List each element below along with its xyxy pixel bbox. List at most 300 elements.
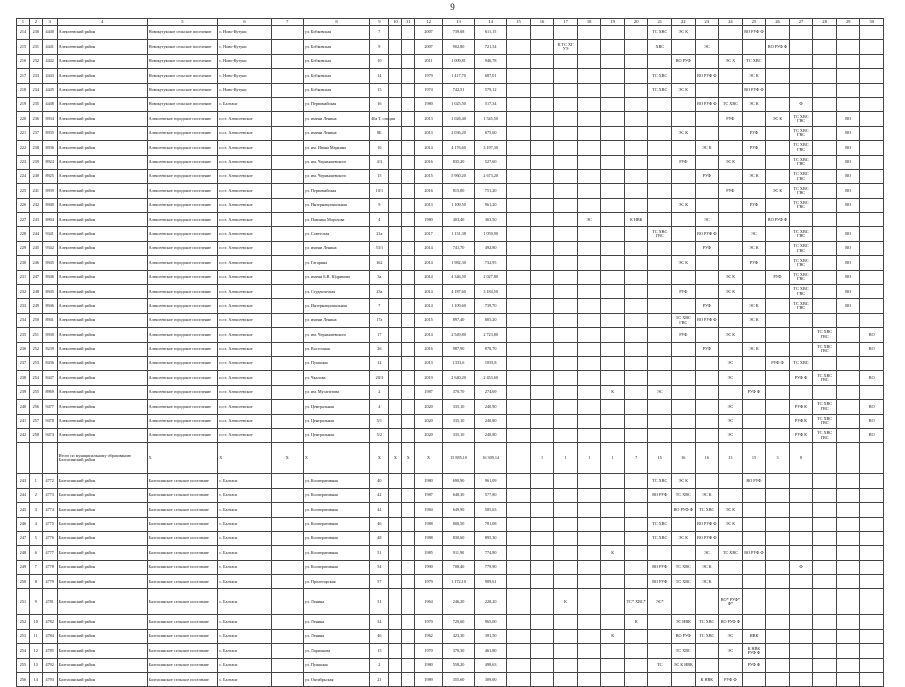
utility-cell	[624, 227, 648, 241]
table-cell: с. Балтаси	[218, 488, 272, 502]
table-cell	[402, 414, 415, 428]
table-cell: 355,60	[442, 673, 474, 687]
table-cell	[389, 615, 402, 629]
utility-cell	[836, 313, 860, 327]
utility-cell	[860, 83, 884, 97]
utility-cell	[507, 428, 531, 442]
table-cell: 44	[370, 503, 389, 517]
table-cell: 12	[370, 356, 389, 370]
utility-cell	[789, 488, 813, 502]
utility-cell	[742, 414, 766, 428]
table-cell: 987,90	[442, 342, 474, 356]
utility-cell	[860, 575, 884, 589]
utility-cell	[577, 198, 601, 212]
utility-cell	[507, 443, 531, 474]
utility-cell	[789, 342, 813, 356]
table-cell: Алексеевское городское поселение	[147, 428, 218, 442]
utility-cell	[672, 371, 696, 385]
table-cell: 252	[29, 342, 42, 356]
table-cell	[402, 83, 415, 97]
table-row	[17, 270, 884, 284]
column-header: 28	[813, 19, 837, 26]
table-cell: 255	[29, 385, 42, 399]
column-header: 2	[29, 19, 42, 26]
utility-cell	[507, 658, 531, 672]
table-cell: 2013	[415, 112, 443, 126]
utility-cell	[554, 546, 578, 560]
table-cell: 7	[370, 299, 389, 313]
utility-cell	[577, 69, 601, 83]
utility-cell	[648, 54, 672, 68]
utility-cell: ВО	[860, 400, 884, 414]
utility-cell	[860, 546, 884, 560]
utility-cell	[695, 54, 719, 68]
utility-cell: ЭС	[648, 385, 672, 399]
table-cell	[271, 313, 303, 327]
table-cell: Новокутукское сельское поселение	[147, 54, 218, 68]
utility-cell	[507, 26, 531, 40]
utility-cell	[648, 313, 672, 327]
utility-cell	[860, 299, 884, 313]
utility-cell: ЭС	[719, 400, 743, 414]
table-cell: Новокутукское сельское поселение	[147, 97, 218, 111]
column-header: 30	[860, 19, 884, 26]
utility-cell	[836, 356, 860, 370]
table-cell	[271, 112, 303, 126]
utility-cell	[695, 400, 719, 414]
table-cell: ул. Кооперативная	[303, 546, 369, 560]
table-cell	[271, 575, 303, 589]
utility-cell	[554, 342, 578, 356]
utility-cell	[672, 184, 696, 198]
column-header: 13	[442, 19, 474, 26]
table-cell: 8	[29, 575, 42, 589]
utility-cell	[554, 575, 578, 589]
utility-cell	[507, 141, 531, 155]
utility-cell	[624, 141, 648, 155]
table-cell: Алексеевское городское поселение	[147, 184, 218, 198]
utility-cell	[766, 169, 790, 183]
table-cell: Балтасинское сельское поселение	[147, 503, 218, 517]
utility-cell	[624, 184, 648, 198]
table-cell: 774,80	[475, 546, 507, 560]
utility-cell	[507, 342, 531, 356]
table-cell: 240	[29, 169, 42, 183]
table-cell: 742,51	[442, 83, 474, 97]
utility-cell	[789, 474, 813, 488]
table-cell: 225	[17, 184, 30, 198]
table-cell: 246	[29, 256, 42, 270]
utility-cell: ВО	[836, 227, 860, 241]
table-cell: 675,60	[475, 126, 507, 140]
utility-cell	[836, 428, 860, 442]
table-cell: Балтасинский район	[57, 488, 147, 502]
table-cell	[389, 546, 402, 560]
utility-cell: ВО	[860, 428, 884, 442]
utility-cell	[624, 503, 648, 517]
utility-cell	[577, 328, 601, 342]
table-cell: п.г.т. Алексеевское	[218, 400, 272, 414]
table-cell: Алексеевское городское поселение	[147, 285, 218, 299]
utility-cell	[554, 356, 578, 370]
table-cell: 236	[29, 112, 42, 126]
utility-cell: К НВК	[695, 673, 719, 687]
utility-cell	[836, 560, 860, 574]
utility-cell	[719, 488, 743, 502]
utility-cell: ЭС К	[695, 141, 719, 155]
table-cell: 1980	[415, 658, 443, 672]
utility-cell: РУФ	[742, 256, 766, 270]
utility-cell	[530, 97, 554, 111]
utility-cell	[766, 126, 790, 140]
utility-cell: ТС ХВС ГВС	[648, 227, 672, 241]
table-cell	[402, 270, 415, 284]
utility-cell	[813, 531, 837, 545]
utility-cell	[530, 428, 554, 442]
utility-cell	[577, 488, 601, 502]
table-cell: ул. Интернациональная	[303, 198, 369, 212]
table-cell	[271, 560, 303, 574]
utility-cell	[554, 141, 578, 155]
table-cell: 8925	[42, 169, 57, 183]
utility-cell	[577, 517, 601, 531]
utility-cell: ТС ХВС ГВС	[789, 270, 813, 284]
utility-cell	[860, 517, 884, 531]
table-cell: 2 036,20	[442, 126, 474, 140]
utility-cell: РУФ	[742, 198, 766, 212]
table-cell: 254	[17, 644, 30, 658]
utility-cell: 16	[695, 443, 719, 474]
table-cell	[402, 26, 415, 40]
table-cell: 251	[17, 589, 30, 615]
table-cell	[271, 241, 303, 255]
utility-cell: ВО	[836, 299, 860, 313]
utility-cell: ЭС К	[719, 285, 743, 299]
table-row	[17, 198, 884, 212]
table-cell: Алексеевский район	[57, 356, 147, 370]
utility-cell: ЭС	[719, 428, 743, 442]
utility-cell	[601, 313, 625, 327]
utility-cell	[766, 299, 790, 313]
table-cell: 21а	[370, 227, 389, 241]
table-cell: 1 417,70	[442, 69, 474, 83]
utility-cell: ЭС	[719, 356, 743, 370]
utility-cell	[766, 414, 790, 428]
table-row	[17, 488, 884, 502]
table-cell	[402, 313, 415, 327]
utility-cell	[601, 155, 625, 169]
utility-cell	[695, 83, 719, 97]
utility-cell	[766, 488, 790, 502]
utility-cell	[742, 615, 766, 629]
table-cell: Балтасинское сельское поселение	[147, 474, 218, 488]
table-cell	[402, 40, 415, 54]
table-cell: 8945	[42, 285, 57, 299]
utility-cell	[577, 126, 601, 140]
column-header: 19	[601, 19, 625, 26]
utility-cell	[530, 356, 554, 370]
table-cell: 244	[29, 227, 42, 241]
utility-cell: ЭС	[695, 40, 719, 54]
table-cell: Х	[147, 443, 218, 474]
utility-cell	[624, 256, 648, 270]
utility-cell	[789, 615, 813, 629]
utility-cell	[577, 414, 601, 428]
table-cell: 239	[17, 385, 30, 399]
utility-cell: ВО РУФ Ф	[719, 615, 743, 629]
utility-cell	[836, 443, 860, 474]
table-cell	[389, 531, 402, 545]
table-cell: 238	[29, 141, 42, 155]
table-cell: 229	[17, 241, 30, 255]
table-cell: Алексеевский район	[57, 428, 147, 442]
utility-cell: ВО РУФ	[648, 575, 672, 589]
table-cell: 11	[29, 629, 42, 643]
utility-cell	[860, 141, 884, 155]
table-cell	[271, 97, 303, 111]
table-cell: 1 025,50	[442, 97, 474, 111]
table-cell: 5	[29, 531, 42, 545]
table-cell: 946,78	[475, 54, 507, 68]
utility-cell	[766, 531, 790, 545]
utility-cell	[530, 546, 554, 560]
utility-cell	[554, 313, 578, 327]
utility-cell	[530, 589, 554, 615]
utility-cell	[860, 589, 884, 615]
utility-cell	[742, 400, 766, 414]
table-cell: 12	[29, 644, 42, 658]
table-cell	[389, 328, 402, 342]
utility-cell	[577, 141, 601, 155]
utility-cell: ТС ХВС	[742, 54, 766, 68]
table-cell: Балтасинский район	[57, 560, 147, 574]
utility-cell: ВО РУФ Ф	[766, 40, 790, 54]
table-cell: 6	[29, 546, 42, 560]
column-header: 25	[742, 19, 766, 26]
utility-cell: ЭС К	[766, 184, 790, 198]
utility-cell: ВО РУФ Ф	[742, 546, 766, 560]
table-cell: ул. имени Ленина	[303, 241, 369, 255]
utility-cell	[766, 69, 790, 83]
table-cell: 250	[29, 313, 42, 327]
utility-cell: РУФ	[719, 184, 743, 198]
table-cell: ул. Пролетарская	[303, 575, 369, 589]
utility-cell	[672, 385, 696, 399]
table-cell: Новокутукское сельское поселение	[147, 83, 218, 97]
utility-cell: ТС ХВС	[719, 97, 743, 111]
table-cell: 835,20	[442, 155, 474, 169]
table-cell: 258	[29, 428, 42, 442]
utility-cell	[836, 97, 860, 111]
utility-cell: 3	[766, 443, 790, 474]
table-cell: 739,68	[442, 26, 474, 40]
column-header: 24	[719, 19, 743, 26]
utility-cell	[507, 227, 531, 241]
table-cell: 909,61	[475, 575, 507, 589]
table-cell: 237	[17, 356, 30, 370]
utility-cell	[789, 328, 813, 342]
table-cell: с. Балтаси	[218, 503, 272, 517]
utility-cell	[695, 155, 719, 169]
utility-cell: ЭС К	[695, 560, 719, 574]
utility-cell: К	[601, 385, 625, 399]
table-cell: 687,01	[475, 69, 507, 83]
table-cell: 8930	[42, 328, 57, 342]
utility-cell	[624, 488, 648, 502]
table-cell: 779,90	[475, 560, 507, 574]
table-cell: п.г.т. Алексеевское	[218, 285, 272, 299]
column-header: 26	[766, 19, 790, 26]
utility-cell	[507, 400, 531, 414]
utility-cell: ВО РУФ	[742, 474, 766, 488]
table-cell: 1979	[415, 69, 443, 83]
table-row	[17, 126, 884, 140]
utility-cell: К	[601, 629, 625, 643]
table-cell: 2	[370, 385, 389, 399]
utility-cell: 13	[719, 443, 743, 474]
utility-cell	[742, 270, 766, 284]
table-cell: п.г.т. Алексеевское	[218, 241, 272, 255]
utility-cell	[672, 40, 696, 54]
table-cell: ул. Центральная	[303, 414, 369, 428]
table-cell	[389, 126, 402, 140]
table-cell: с. Ново-Кутуки	[218, 40, 272, 54]
table-cell	[271, 299, 303, 313]
utility-cell	[577, 256, 601, 270]
utility-cell	[672, 141, 696, 155]
table-row	[17, 517, 884, 531]
utility-cell	[577, 285, 601, 299]
utility-cell	[624, 40, 648, 54]
table-cell: 230	[17, 256, 30, 270]
table-row	[17, 575, 884, 589]
utility-cell	[648, 169, 672, 183]
utility-cell: ЭС К	[719, 503, 743, 517]
utility-cell: ЭС К	[672, 126, 696, 140]
table-cell: Балтасинское сельское поселение	[147, 531, 218, 545]
table-cell: 4441	[42, 40, 57, 54]
table-cell: 241	[29, 184, 42, 198]
table-cell: 2014	[415, 270, 443, 284]
utility-cell	[507, 155, 531, 169]
table-cell: Алексеевское городское поселение	[147, 342, 218, 356]
table-cell	[389, 385, 402, 399]
table-cell: с. Балтаси	[218, 560, 272, 574]
table-cell: 4775	[42, 517, 57, 531]
utility-cell	[766, 673, 790, 687]
table-cell: 244	[17, 488, 30, 502]
table-cell: ул. Кооперативная	[303, 531, 369, 545]
table-cell	[402, 356, 415, 370]
table-cell: 3 197,30	[475, 141, 507, 155]
utility-cell: ЭС НВК	[672, 615, 696, 629]
utility-cell	[507, 575, 531, 589]
utility-cell	[507, 589, 531, 615]
table-row	[17, 629, 884, 643]
utility-cell	[860, 560, 884, 574]
utility-cell	[577, 155, 601, 169]
utility-cell	[624, 474, 648, 488]
table-cell: 255	[17, 658, 30, 672]
page-number: 9	[450, 2, 455, 12]
table-cell: 1987	[415, 488, 443, 502]
utility-cell	[601, 97, 625, 111]
table-cell: с. Балтаси	[218, 474, 272, 488]
utility-cell	[789, 503, 813, 517]
table-cell: ул. Кооперативная	[303, 488, 369, 502]
utility-cell	[577, 531, 601, 545]
table-cell: 2013	[415, 126, 443, 140]
utility-cell	[742, 213, 766, 227]
table-cell: 15	[370, 83, 389, 97]
table-cell: Алексеевский район	[57, 184, 147, 198]
table-cell: 256	[17, 673, 30, 687]
utility-cell	[601, 227, 625, 241]
utility-cell	[860, 488, 884, 502]
utility-cell	[860, 503, 884, 517]
table-cell: 233	[29, 69, 42, 83]
table-cell: с. Ново-Кутуки	[218, 26, 272, 40]
utility-cell	[766, 155, 790, 169]
utility-cell: ТС ХВС	[648, 474, 672, 488]
utility-cell	[766, 644, 790, 658]
table-cell: с. Балтаси	[218, 546, 272, 560]
table-cell	[402, 400, 415, 414]
utility-cell	[742, 428, 766, 442]
table-cell	[271, 414, 303, 428]
table-row	[17, 155, 884, 169]
table-cell: Алексеевское городское поселение	[147, 126, 218, 140]
utility-cell	[601, 342, 625, 356]
utility-cell	[507, 112, 531, 126]
table-cell: ул. им. Чернышевского	[303, 328, 369, 342]
table-cell: ул. им. Чернышевского	[303, 169, 369, 183]
utility-cell	[813, 313, 837, 327]
table-cell: Х	[415, 443, 443, 474]
utility-cell	[789, 313, 813, 327]
utility-cell	[530, 560, 554, 574]
table-cell: с. Ново-Кутуки	[218, 69, 272, 83]
table-cell	[402, 342, 415, 356]
table-cell: 895,30	[475, 531, 507, 545]
utility-cell	[860, 54, 884, 68]
table-cell: 247	[17, 531, 30, 545]
utility-cell	[648, 285, 672, 299]
table-cell: ул. Бобковская	[303, 83, 369, 97]
table-cell: 1980	[415, 213, 443, 227]
table-cell: 1970	[415, 644, 443, 658]
table-cell: ул. Бобковская	[303, 40, 369, 54]
utility-cell	[813, 256, 837, 270]
utility-cell	[624, 97, 648, 111]
utility-cell	[507, 673, 531, 687]
utility-cell	[507, 54, 531, 68]
table-cell	[389, 474, 402, 488]
utility-cell	[789, 589, 813, 615]
utility-cell: ТС ХВС ГВС	[813, 428, 837, 442]
table-cell: 2016	[415, 155, 443, 169]
utility-cell	[766, 385, 790, 399]
table-cell: Алексеевское городское поселение	[147, 328, 218, 342]
utility-cell: ВО	[836, 256, 860, 270]
utility-cell	[624, 54, 648, 68]
table-cell: Балтасинский район	[57, 546, 147, 560]
table-cell	[271, 141, 303, 155]
table-cell: п.г.т. Алексеевское	[218, 213, 272, 227]
utility-cell	[789, 673, 813, 687]
utility-cell: ЭС К	[695, 575, 719, 589]
table-cell	[402, 629, 415, 643]
